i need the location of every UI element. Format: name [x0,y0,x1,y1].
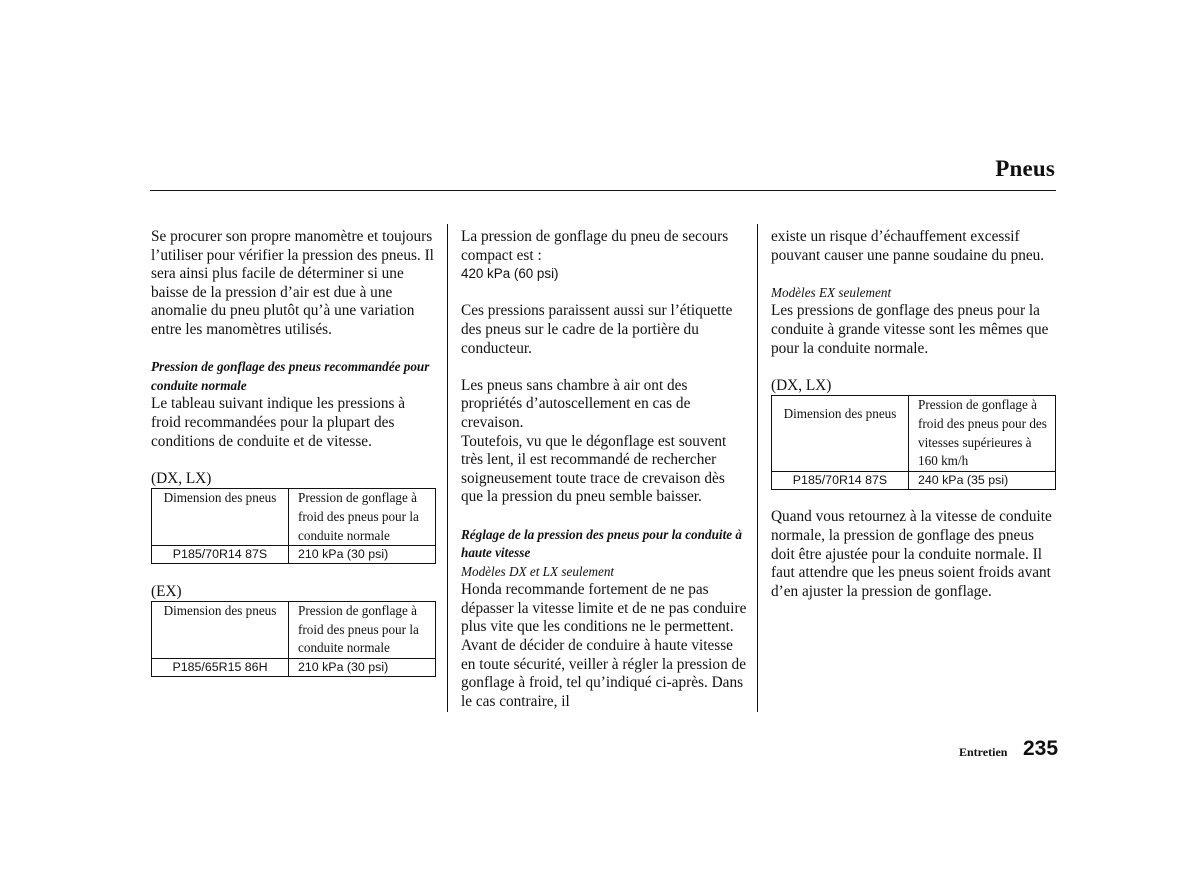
column-3 [771,228,1057,601]
table2-pressure: 210 kPa (30 psi) [289,659,436,677]
subheading-high-speed: Réglage de la pression des pneus pour la conduite à haute vitesse [461,526,742,561]
footer-section-label: Entretien [959,745,1008,759]
spare-pressure-value: 420 kPa (60 psi) [461,266,559,282]
tubeless-paragraph: Les pneus sans chambre à air ont des propriétés d’autoscellement en cas de crevaison. [461,376,691,431]
table2-size: P185/65R15 86H [152,659,289,677]
pressure-table-ex [151,601,436,677]
model-note-dx-lx: Modèles DX et LX seulement [461,563,615,579]
page-number: 235 [1023,737,1059,760]
page-title: Pneus [995,156,1055,181]
column-divider-2 [757,224,758,712]
high-speed-paragraph: Honda recommande fortement de ne pas dépasser la vitesse limite et de ne pas conduire plus vite que les conditions ne le permettent. Avant de décider de conduire à haute vitesse en toute sécurité, veiller à régler la pression de gonflage à froid, tel qu’indiqué ci-après. Dans le cas contraire, il [461,581,747,710]
normal-pressure-paragraph: Le tableau suivant indique les pressions à froid recommandées pour la plupart des conditions de conduite et de vitesse. [151,395,406,450]
column-2 [461,228,747,711]
column-1 [151,228,438,677]
subheading-normal-pressure: Pression de gonflage des pneus recommandée pour conduite normale [151,359,430,393]
table1-label: (DX, LX) [151,469,212,487]
however-paragraph: Toutefois, vu que le dégonflage est souvent très lent, il est recommandé de rechercher soigneusement toute trace de crevaison dès que la pression du pneu semble baisser. [461,432,727,506]
high-speed-pressure-table [771,395,1056,489]
ex-paragraph: Les pressions de gonflage des pneus pour la conduite à grande vitesse sont les mêmes que pour la conduite normale. [771,302,1049,357]
table1-header-size: Dimension des pneus [152,489,289,546]
table1-pressure: 210 kPa (30 psi) [289,546,436,564]
table1-header-pressure: Pression de gonflage à froid des pneus pour la conduite normale [289,489,436,546]
spare-paragraph: La pression de gonflage du pneu de secours compact est : [461,228,729,264]
table2-header-pressure: Pression de gonflage à froid des pneus pour la conduite normale [289,602,436,659]
table1-size: P185/70R14 87S [152,546,289,564]
table3-label: (DX, LX) [771,376,832,394]
intro-paragraph: Se procurer son propre manomètre et toujours l’utiliser pour vérifier la pression des pneus. Il sera ainsi plus facile de déterminer si une baisse de la pression d’air est due à une anomalie du pneu plutôt qu’à une variation entre les manomètres utilisés. [151,228,434,338]
header-rule [150,190,1056,191]
continuation-paragraph: existe un risque d’échauffement excessif pouvant causer une panne soudaine du pneu. [771,228,1045,264]
table3-pressure: 240 kPa (35 psi) [909,471,1056,489]
pressure-table-dx-lx [151,488,436,564]
model-note-ex: Modèles EX seulement [771,284,892,300]
table3-size: P185/70R14 87S [772,471,909,489]
door-label-paragraph: Ces pressions paraissent aussi sur l’étiquette des pneus sur le cadre de la portière du conducteur. [461,302,733,357]
table2-header-size: Dimension des pneus [152,602,289,659]
table3-header-pressure: Pression de gonflage à froid des pneus pour des vitesses supérieures à 160 km/h [909,396,1056,471]
table2-label: (EX) [151,582,182,600]
column-divider-1 [447,224,448,712]
table3-header-size: Dimension des pneus [772,396,909,471]
return-speed-paragraph: Quand vous retournez à la vitesse de conduite normale, la pression de gonflage des pneus doit être ajustée pour la conduite normale. Il faut attendre que les pneus soient froids avant d’en ajuster la pression de gonflage. [771,508,1052,600]
